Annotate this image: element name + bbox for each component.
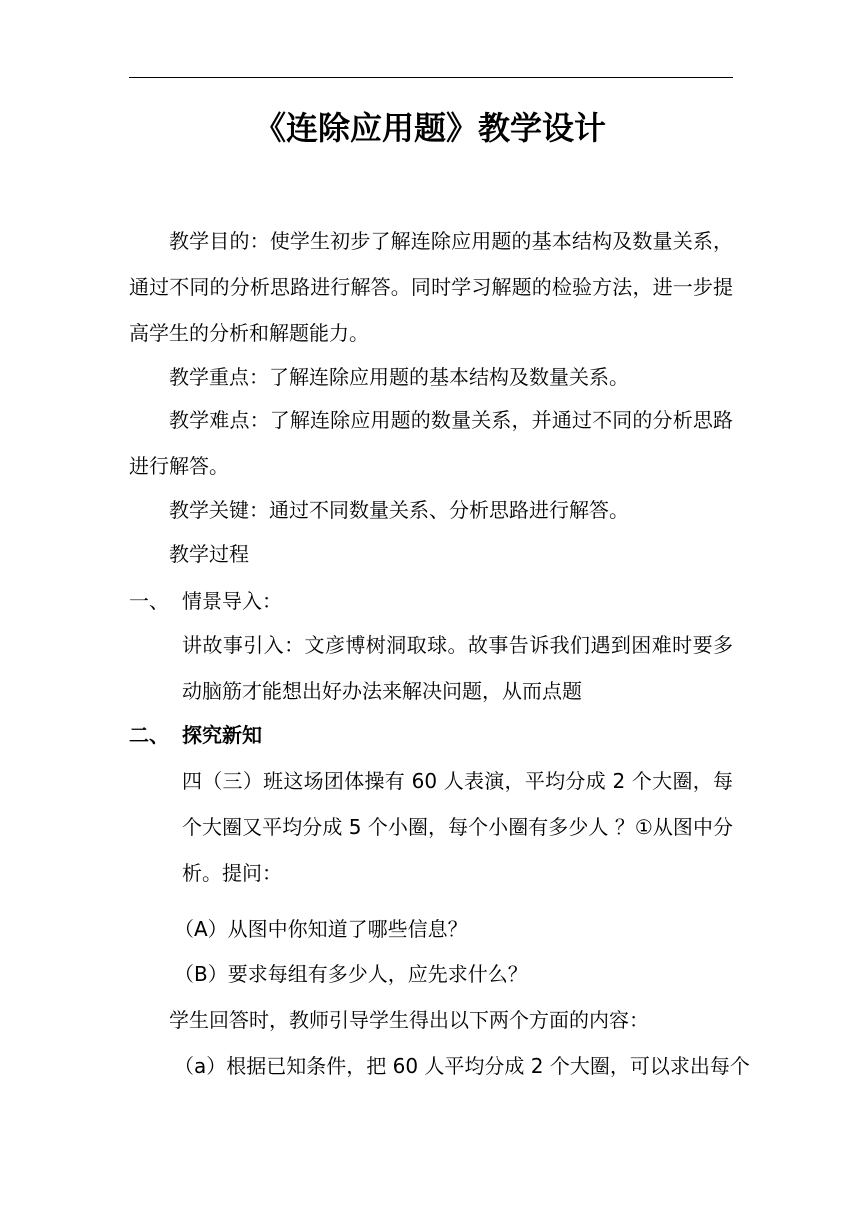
question-a: （A）从图中你知道了哪些信息？ [174, 917, 468, 941]
paragraph-key-points: 教学重点：了解连除应用题的基本结构及数量关系。 [169, 365, 629, 389]
process-heading: 教学过程 [169, 542, 249, 566]
section-1-number: 一、 [129, 589, 169, 613]
document-title: 《连除应用题》教学设计 [253, 109, 606, 147]
section-1-title: 情景导入： [182, 589, 282, 613]
header-rule [129, 77, 733, 78]
guidance-text: 学生回答时，教师引导学生得出以下两个方面的内容： [169, 1008, 649, 1032]
paragraph-objectives: 教学目的：使学生初步了解连除应用题的基本结构及数量关系，通过不同的分析思路进行解答。同时学习解题的检验方法，进一步提高学生的分析和解题能力。 [129, 229, 733, 345]
section-2-body: 四（三）班这场团体操有 60 人表演，平均分成 2 个大圈，每个大圈又平均分成 5 个小圈，每个小圈有多少人 ？①从图中分析。提问： [182, 769, 733, 885]
paragraph-key: 教学关键：通过不同数量关系、分析思路进行解答。 [169, 498, 629, 522]
point-a: （a）根据已知条件，把 60 人平均分成 2 个大圈，可以求出每个 [174, 1054, 750, 1078]
section-2-number: 二、 [129, 723, 169, 747]
section-2-title: 探究新知 [182, 723, 262, 747]
question-b: （B）要求每组有多少人，应先求什么？ [174, 962, 528, 986]
section-1-body: 讲故事引入：文彦博树洞取球。故事告诉我们遇到困难时要多动脑筋才能想出好办法来解决问题，从而点题 [182, 633, 733, 703]
paragraph-difficulties: 教学难点：了解连除应用题的数量关系，并通过不同的分析思路进行解答。 [129, 408, 733, 478]
